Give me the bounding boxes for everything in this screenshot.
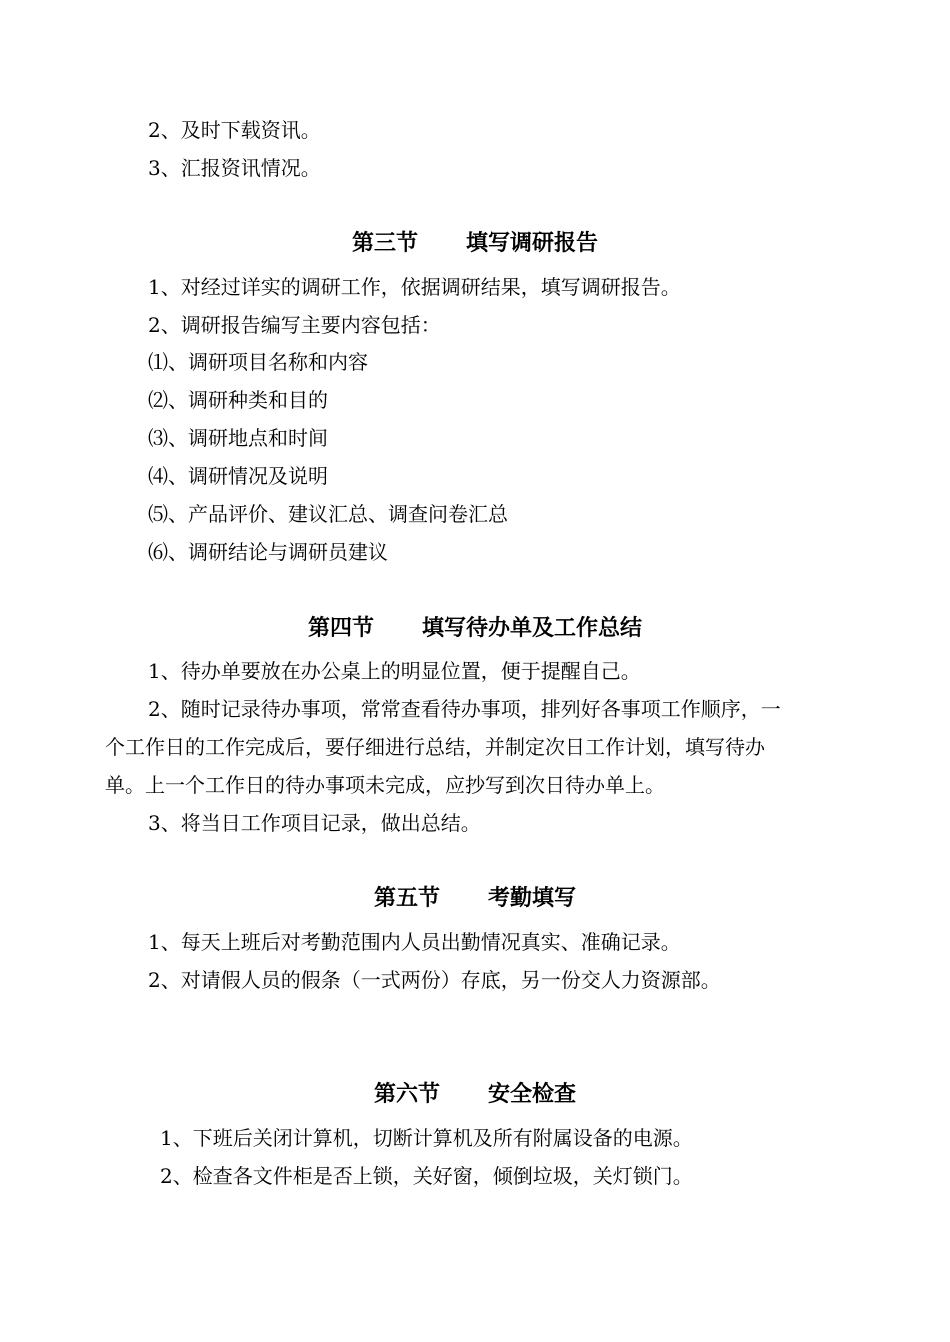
list-item: ⑸、产品评价、建议汇总、调查问卷汇总: [148, 502, 508, 526]
list-item: 1、下班后关闭计算机，切断计算机及所有附属设备的电源。: [160, 1126, 693, 1150]
list-item: ⑹、调研结论与调研员建议: [148, 540, 388, 564]
list-item: 1、待办单要放在办公桌上的明显位置，便于提醒自己。: [148, 659, 641, 683]
list-item: 个工作日的工作完成后，要仔细进行总结，并制定次日工作计划，填写待办: [105, 735, 765, 759]
section-title: 考勤填写: [488, 886, 577, 911]
list-item: 2、对请假人员的假条（一式两份）存底，另一份交人力资源部。: [148, 968, 721, 992]
section-number: 第六节: [373, 1082, 440, 1107]
section-title: 填写待办单及工作总结: [422, 616, 643, 641]
list-item: 1、对经过详实的调研工作，依据调研结果，填写调研报告。: [148, 275, 681, 299]
section-number: 第五节: [373, 886, 440, 911]
list-item: 1、每天上班后对考勤范围内人员出勤情况真实、准确记录。: [148, 930, 681, 954]
list-item: ⑵、调研种类和目的: [148, 388, 328, 412]
section-heading: [0, 1082, 950, 1108]
list-item: 2、随时记录待办事项，常常查看待办事项，排列好各事项工作顺序，一: [148, 697, 781, 721]
list-item: ⑶、调研地点和时间: [148, 426, 328, 450]
section-number: 第四节: [307, 616, 374, 641]
list-item: ⑴、调研项目名称和内容: [148, 350, 368, 374]
list-item: 3、汇报资讯情况。: [148, 156, 321, 180]
section-title: 填写调研报告: [466, 231, 599, 256]
list-item: 2、检查各文件柜是否上锁，关好窗，倾倒垃圾，关灯锁门。: [160, 1164, 693, 1188]
list-item: 3、将当日工作项目记录，做出总结。: [148, 811, 481, 835]
section-title: 安全检查: [488, 1082, 577, 1107]
section-heading: [0, 231, 950, 257]
section-heading: [0, 616, 950, 642]
list-item: 2、及时下载资讯。: [148, 118, 321, 142]
list-item: 2、调研报告编写主要内容包括：: [148, 313, 441, 337]
list-item: ⑷、调研情况及说明: [148, 464, 328, 488]
list-item: 单。上一个工作日的待办事项未完成，应抄写到次日待办单上。: [105, 773, 665, 797]
section-heading: [0, 886, 950, 912]
section-number: 第三节: [351, 231, 418, 256]
